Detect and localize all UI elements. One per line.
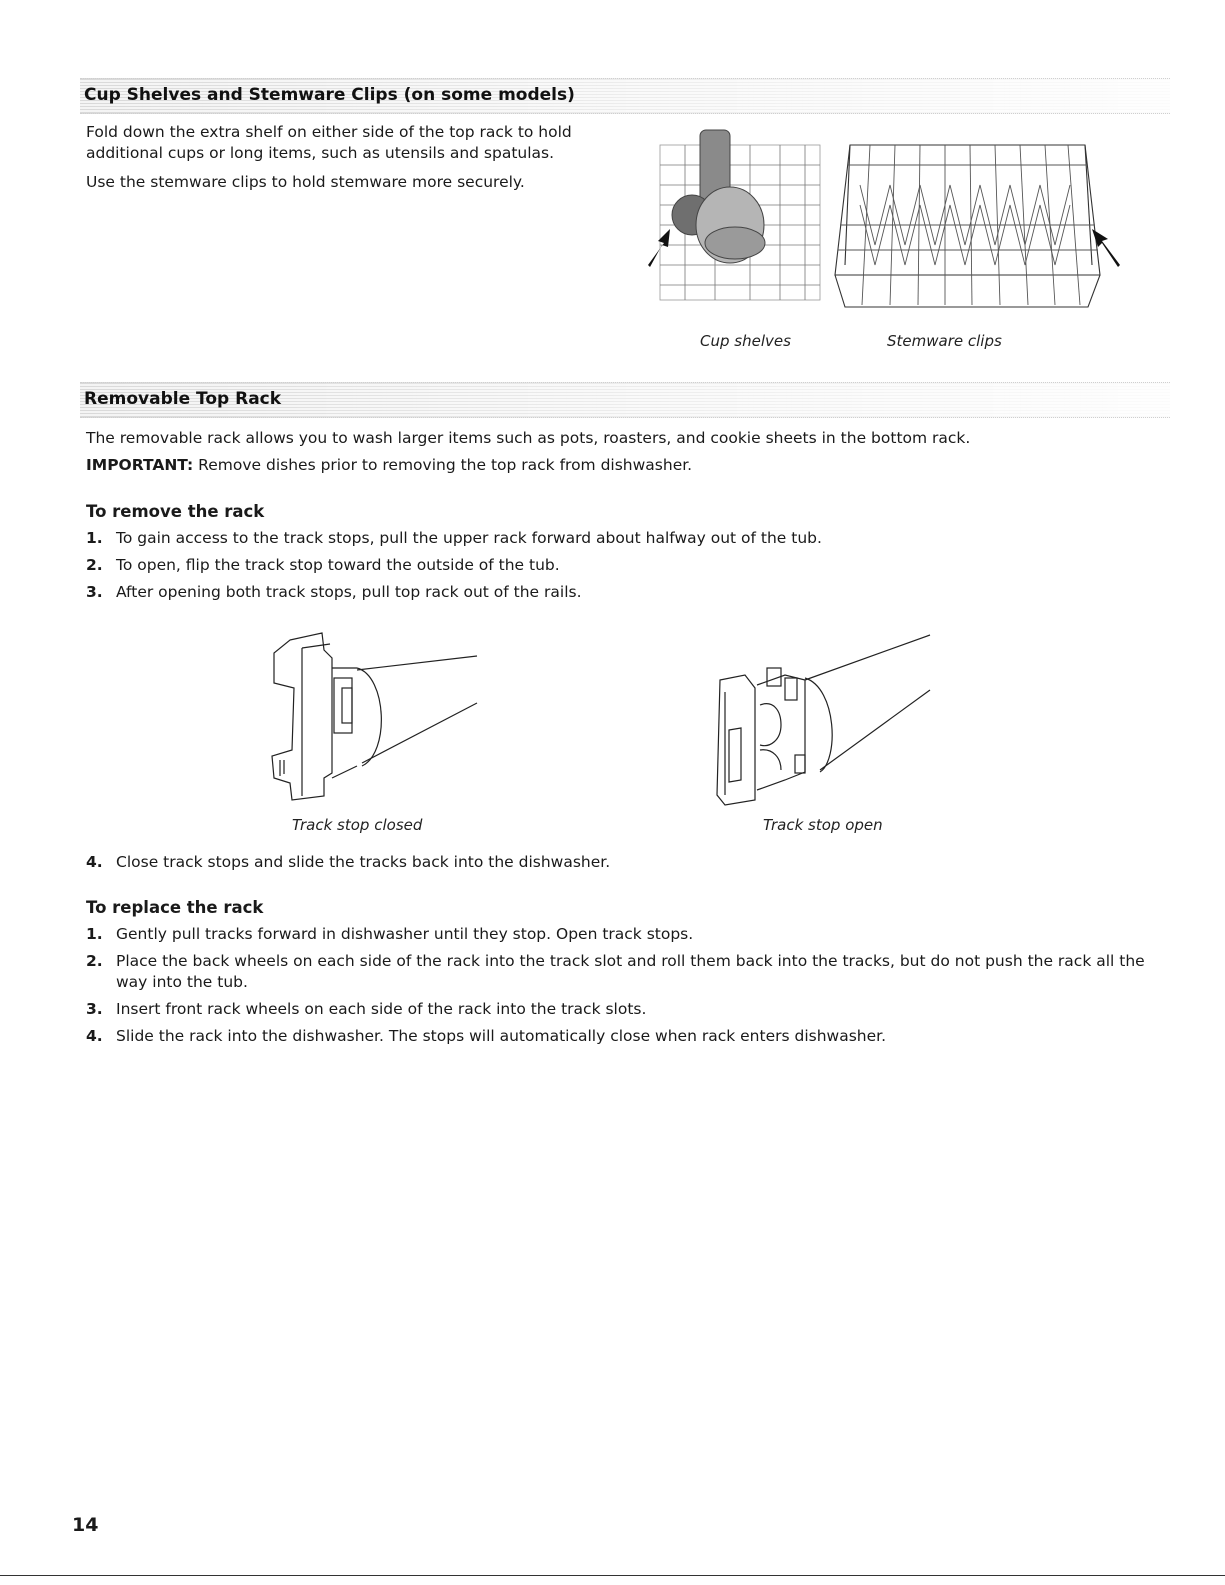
section-header-cup-shelves bbox=[80, 78, 1170, 114]
stemware-paragraph: Use the stemware clips to hold stemware more securely. bbox=[86, 173, 525, 191]
step-number: 4. bbox=[86, 1027, 103, 1045]
step-number: 3. bbox=[86, 1000, 103, 1018]
step-text: Place the back wheels on each side of the rack into the track slot and roll them back into the tracks, but do not push the rack all the way into the tub. bbox=[116, 952, 1145, 991]
caption-track-stop-closed: Track stop closed bbox=[292, 816, 423, 834]
section-title: Removable Top Rack bbox=[84, 389, 282, 409]
track-stop-closed-illustration bbox=[262, 628, 482, 808]
list-item bbox=[86, 555, 1166, 576]
step-number: 1. bbox=[86, 529, 103, 547]
caption-stemware-clips: Stemware clips bbox=[887, 332, 1002, 350]
step-text: Slide the rack into the dishwasher. The stops will automatically close when rack enters dishwasher. bbox=[116, 1027, 887, 1045]
important-note bbox=[86, 455, 1166, 476]
step-number: 1. bbox=[86, 925, 103, 943]
list-item bbox=[86, 999, 1146, 1020]
cup-shelves-illustration bbox=[640, 125, 830, 310]
step-number: 2. bbox=[86, 952, 103, 970]
step-number: 4. bbox=[86, 853, 103, 871]
step-text: After opening both track stops, pull top rack out of the rails. bbox=[116, 583, 582, 601]
cup-shelves-paragraph: Fold down the extra shelf on either side of the top rack to hold additional cups or long items, such as utensils and spatulas. bbox=[86, 123, 572, 162]
caption-cup-shelves: Cup shelves bbox=[700, 332, 791, 350]
remove-rack-heading: To remove the rack bbox=[86, 502, 265, 521]
remove-rack-step-4 bbox=[86, 852, 1166, 879]
stemware-clips-illustration bbox=[830, 125, 1120, 310]
replace-rack-heading: To replace the rack bbox=[86, 898, 264, 917]
step-text: Close track stops and slide the tracks back into the dishwasher. bbox=[116, 853, 611, 871]
list-item bbox=[86, 582, 1166, 603]
step-text: To gain access to the track stops, pull the upper rack forward about halfway out of the tub. bbox=[116, 529, 822, 547]
section-title: Cup Shelves and Stemware Clips (on some models) bbox=[84, 85, 575, 105]
list-item bbox=[86, 528, 1166, 549]
important-label: IMPORTANT: bbox=[86, 456, 194, 474]
page-number: 14 bbox=[72, 1514, 99, 1536]
important-text: Remove dishes prior to removing the top rack from dishwasher. bbox=[198, 456, 693, 474]
removable-rack-intro: The removable rack allows you to wash larger items such as pots, roasters, and cookie sheets in the bottom rack. bbox=[86, 429, 971, 447]
track-stop-open-illustration bbox=[715, 630, 935, 810]
step-text: To open, flip the track stop toward the outside of the tub. bbox=[116, 556, 560, 574]
step-number: 3. bbox=[86, 583, 103, 601]
step-text: Gently pull tracks forward in dishwasher until they stop. Open track stops. bbox=[116, 925, 694, 943]
remove-rack-steps bbox=[86, 528, 1166, 609]
list-item bbox=[86, 852, 1166, 873]
list-item bbox=[86, 924, 1146, 945]
step-number: 2. bbox=[86, 556, 103, 574]
section-header-removable-top-rack bbox=[80, 382, 1170, 418]
page-bottom-rule bbox=[0, 1575, 1225, 1576]
step-text: Insert front rack wheels on each side of the rack into the track slots. bbox=[116, 1000, 647, 1018]
caption-track-stop-open: Track stop open bbox=[763, 816, 883, 834]
list-item bbox=[86, 1026, 1146, 1047]
replace-rack-steps bbox=[86, 924, 1146, 1053]
list-item bbox=[86, 951, 1146, 993]
